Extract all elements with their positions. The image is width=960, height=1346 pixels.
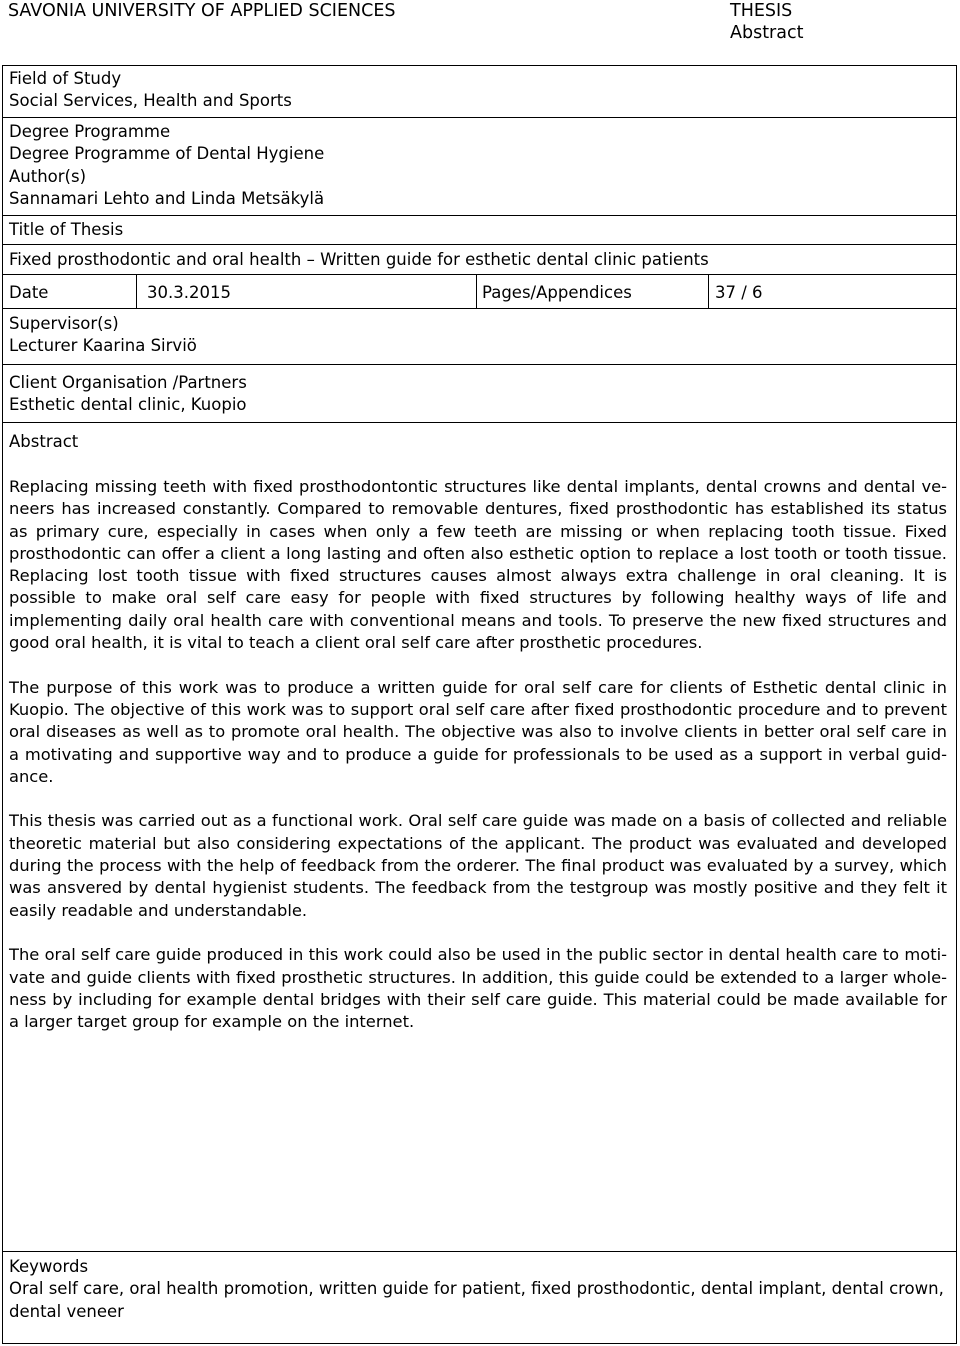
divider (3, 308, 956, 309)
client-label: Client Organisation /Partners (9, 373, 247, 392)
client-value: Esthetic dental clinic, Kuopio (9, 395, 247, 414)
divider (476, 274, 477, 308)
abstract-paragraph: This thesis was carried out as a functional work. Oral self care guide was made on a basis of collected and reliable theoretic material but also considering expectations of the applicant. The product was evaluated and developed during the process with the help of feedback from the orderer. The final product was evaluated by a survey, which was ansvered by dental hygienist students. The feedback from the testgroup was mostly positive and they felt it easily readable and understandable. (9, 811, 947, 920)
doc-subtype: Abstract (730, 23, 804, 43)
divider (136, 274, 137, 308)
authors-label: Author(s) (9, 167, 87, 186)
degree-programme-value: Degree Programme of Dental Hygiene (9, 144, 325, 163)
divider (3, 364, 956, 365)
supervisor-value: Lecturer Kaarina Sirviö (9, 336, 197, 355)
abstract-form (2, 65, 957, 1344)
degree-programme-label: Degree Programme (9, 122, 171, 141)
doc-type-heading (730, 0, 803, 44)
keywords-label: Keywords (9, 1257, 89, 1276)
divider (3, 215, 956, 216)
title-value: Fixed prosthodontic and oral health – Written guide for esthetic dental clinic patients (9, 250, 709, 269)
abstract-body (9, 476, 947, 1056)
date-label: Date (9, 283, 49, 302)
authors-value: Sannamari Lehto and Linda Metsäkylä (9, 189, 325, 208)
university-name: SAVONIA UNIVERSITY OF APPLIED SCIENCES (8, 1, 396, 21)
date-value: 30.3.2015 (147, 283, 231, 302)
supervisor-label: Supervisor(s) (9, 314, 119, 333)
field-of-study-value: Social Services, Health and Sports (9, 91, 292, 110)
divider (3, 1251, 956, 1252)
pages-value: 37 / 6 (715, 283, 763, 302)
abstract-paragraph: Replacing missing teeth with fixed prosthodontontic structures like dental implants, dental crowns and dental veneers has increased constantly. Compared to removable dentures, fixed prosthodontic has established its status as primary cure, especially in cases when only a few teeth are missing or when replacing tooth tissue. Fixed prosthodontic can offer a client a long lasting and often also esthetic option to replace a lost tooth or tooth tissue. Replacing lost tooth tissue with fixed structures causes almost always extra challenge in oral cleaning. It is possible to make oral self care easy for people with fixed structures by following healthy ways of life and implementing daily oral health care with conventional means and tools. To preserve the new fixed structures and good oral health, it is vital to teach a client oral self care after prosthetic procedures. (9, 477, 947, 653)
abstract-paragraph: The oral self care guide produced in this work could also be used in the public sector in dental health care to motivate and guide clients with fixed prosthetic structures. In addition, this guide could be extended to a larger wholeness by including for example dental bridges with their self care guide. This material could be made available for a larger target group for example on the internet. (9, 945, 947, 1032)
divider (708, 274, 709, 308)
abstract-label: Abstract (9, 432, 79, 451)
divider (3, 117, 956, 118)
field-of-study-label: Field of Study (9, 69, 122, 88)
abstract-paragraph: The purpose of this work was to produce a written guide for oral self care for clients of Esthetic dental clinic in Kuopio. The objective of this work was to support oral self care after fixed prosthodontic procedure and to prevent oral diseases as well as to promote oral health. The objective was also to involve clients in better oral self care in a motivating and supportive way and to produce a guide for professionals to be used as a support in verbal guidance. (9, 677, 947, 786)
keywords-value: Oral self care, oral health promotion, written guide for patient, fixed prosthodontic, dental implant, dental crown, dental veneer (9, 1279, 944, 1321)
title-label: Title of Thesis (9, 220, 124, 239)
divider (3, 274, 956, 275)
divider (3, 244, 956, 245)
divider (3, 422, 956, 423)
doc-type: THESIS (730, 1, 793, 21)
pages-label: Pages/Appendices (482, 283, 632, 302)
